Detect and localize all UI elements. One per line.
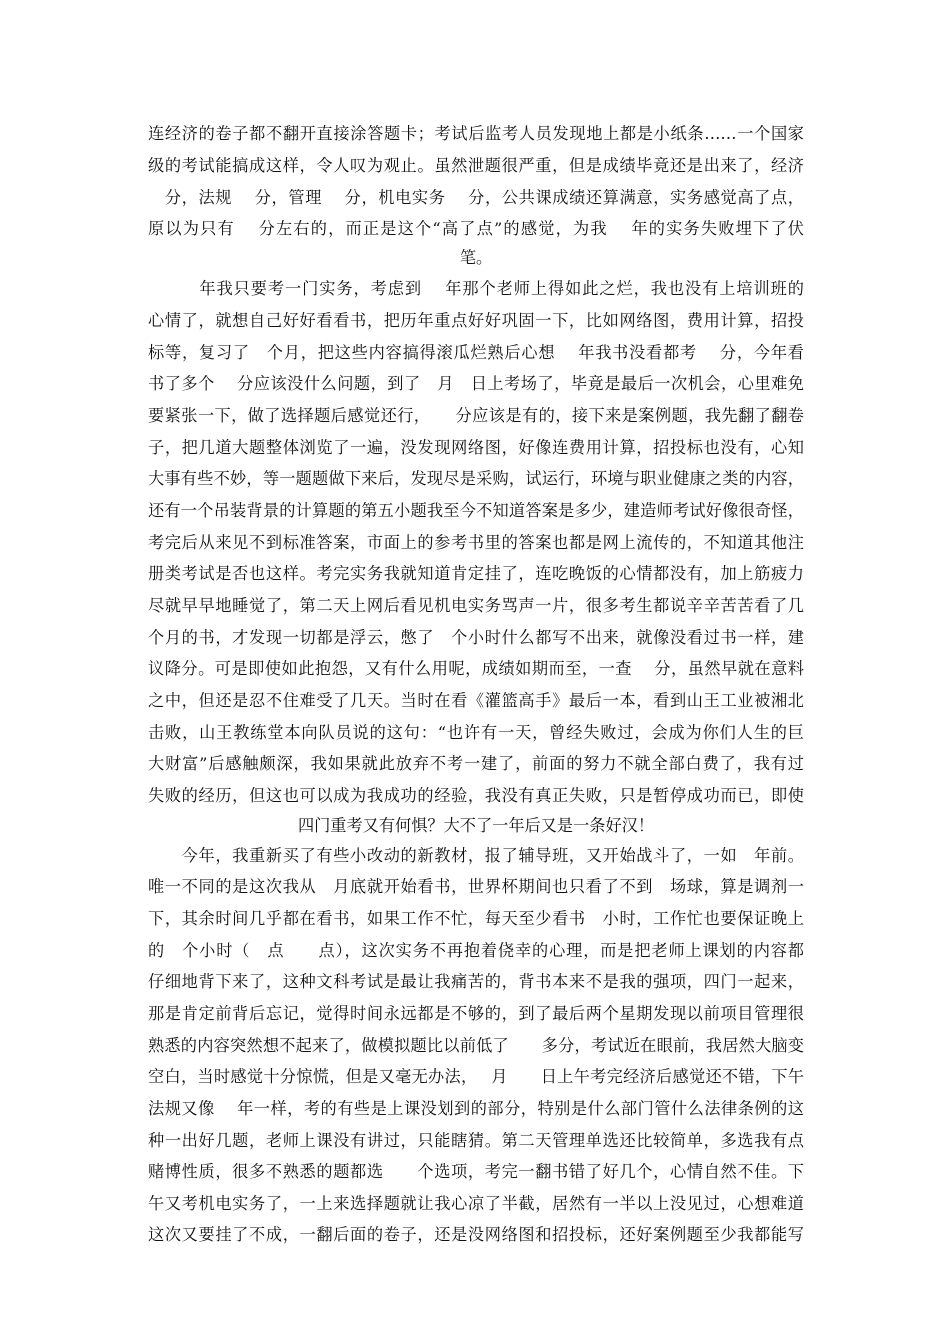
text-line-27: 的 个小时（ 点 点），这次实务不再抱着侥幸的心理，而是把老师上课划的内容都: [148, 941, 804, 960]
text-line-35: 午又考机电实务了，一上来选择题就让我心凉了半截，居然有一半以上没见过，心想难道: [148, 1194, 804, 1213]
text-line-26: 下，其余时间几乎都在看书，如果工作不忙，每天至少看书 小时，工作忙也要保证晚上: [148, 909, 804, 928]
text-line-2: 级的考试能搞成这样，令人叹为观止。虽然泄题很严重，但是成绩毕竟还是出来了，经济: [148, 156, 804, 175]
text-line-14: 考完后从来见不到标准答案，市面上的参考书里的答案也都是网上流传的，不知道其他注: [148, 533, 804, 552]
text-line-7: 心情了，就想自己好好看看书，把历年重点好好巩固一下，比如网络图，费用计算，招投: [148, 311, 804, 330]
text-line-36: 这次又要挂了不成，一翻后面的卷子，还是没网络图和招投标，还好案例题至少我都能写: [148, 1225, 804, 1244]
text-line-4: 原以为只有 分左右的，而正是这个“高了点”的感觉，为我 年的实务失败埋下了伏: [148, 219, 804, 238]
text-line-31: 空白，当时感觉十分惊慌，但是又毫无办法， 月 日上午考完经济后感觉还不错，下午: [148, 1067, 804, 1086]
text-line-10: 要紧张一下，做了选择题后感觉还行， 分应该是有的，接下来是案例题，我先翻了翻卷: [148, 406, 804, 425]
text-line-8: 标等，复习了 个月，把这些内容搞得滚瓜烂熟后心想 年我书没看都考 分，今年看: [148, 343, 804, 362]
text-line-24: 今年，我重新买了有些小改动的新教材，报了辅导班，又开始战斗了，一如 年前。: [148, 846, 804, 865]
text-line-34: 赌博性质，很多不熟悉的题都选 个选项，考完一翻书错了好几个，心情自然不佳。下: [148, 1162, 804, 1181]
text-line-3: 分，法规 分，管理 分，机电实务 分，公共课成绩还算满意，实务感觉高了点，: [148, 188, 804, 207]
text-line-11: 子，把几道大题整体浏览了一遍，没发现网络图，好像连费用计算，招投标也没有，心知: [148, 438, 804, 457]
text-line-17: 个月的书，才发现一切都是浮云，憋了 个小时什么都写不出来，就像没看过书一样，建: [148, 628, 804, 647]
text-line-32: 法规又像 年一样，考的有些是上课没划到的部分，特别是什么部门管什么法律条例的这: [148, 1099, 804, 1118]
text-line-13: 还有一个吊装背景的计算题的第五小题我至今不知道答案是多少，建造师考试好像很奇怪，: [148, 501, 804, 520]
text-line-12: 大事有些不妙，等一题题做下来后，发现尽是采购，试运行，环境与职业健康之类的内容，: [148, 469, 804, 488]
text-line-9: 书了多个 分应该没什么问题，到了 月 日上考场了，毕竟是最后一次机会，心里难免: [148, 374, 804, 393]
text-line-6: 年我只要考一门实务，考虑到 年那个老师上得如此之烂，我也没有上培训班的: [148, 279, 804, 298]
text-line-29: 那是肯定前背后忘记，觉得时间永远都是不够的，到了最后两个星期发现以前项目管理很: [148, 1004, 804, 1023]
text-line-5: 笔。: [459, 248, 493, 267]
text-line-33: 种一出好几题，老师上课没有讲过，只能瞎猜。第二天管理单选还比较简单，多选我有点: [148, 1131, 804, 1150]
text-line-19: 之中，但还是忍不住难受了几天。当时在看《灌篮高手》最后一本，看到山王工业被湘北: [148, 691, 804, 710]
text-line-20: 击败，山王教练堂本向队员说的这句：“也许有一天，曾经失败过，会成为你们人生的巨: [148, 723, 804, 742]
text-line-1: 连经济的卷子都不翻开直接涂答题卡；考试后监考人员发现地上都是小纸条……一个国家: [148, 124, 804, 143]
text-line-15: 册类考试是否也这样。考完实务我就知道肯定挂了，连吃晚饭的心情都没有，加上筋疲力: [148, 564, 804, 583]
text-line-30: 熟悉的内容突然想不起来了，做模拟题比以前低了 多分，考试近在眼前，我居然大脑变: [148, 1036, 804, 1055]
text-line-18: 议降分。可是即使如此抱怨，又有什么用呢，成绩如期而至，一查 分，虽然早就在意料: [148, 659, 804, 678]
text-line-21: 大财富”后感触颇深，我如果就此放弃不考一建了，前面的努力不就全部白费了，我有过: [148, 754, 804, 773]
text-line-22: 失败的经历，但这也可以成为我成功的经验，我没有真正失败，只是暂停成功而已，即使: [148, 786, 804, 805]
text-line-23: 四门重考又有何惧？大不了一年后又是一条好汉！: [297, 816, 655, 835]
text-line-16: 尽就早早地睡觉了，第二天上网后看见机电实务骂声一片，很多考生都说辛辛苦苦看了几: [148, 596, 804, 615]
text-line-28: 仔细地背下来了，这种文科考试是最让我痛苦的，背书本来不是我的强项，四门一起来，: [148, 972, 804, 991]
text-line-25: 唯一不同的是这次我从 月底就开始看书，世界杯期间也只看了不到 场球，算是调剂一: [148, 877, 804, 896]
